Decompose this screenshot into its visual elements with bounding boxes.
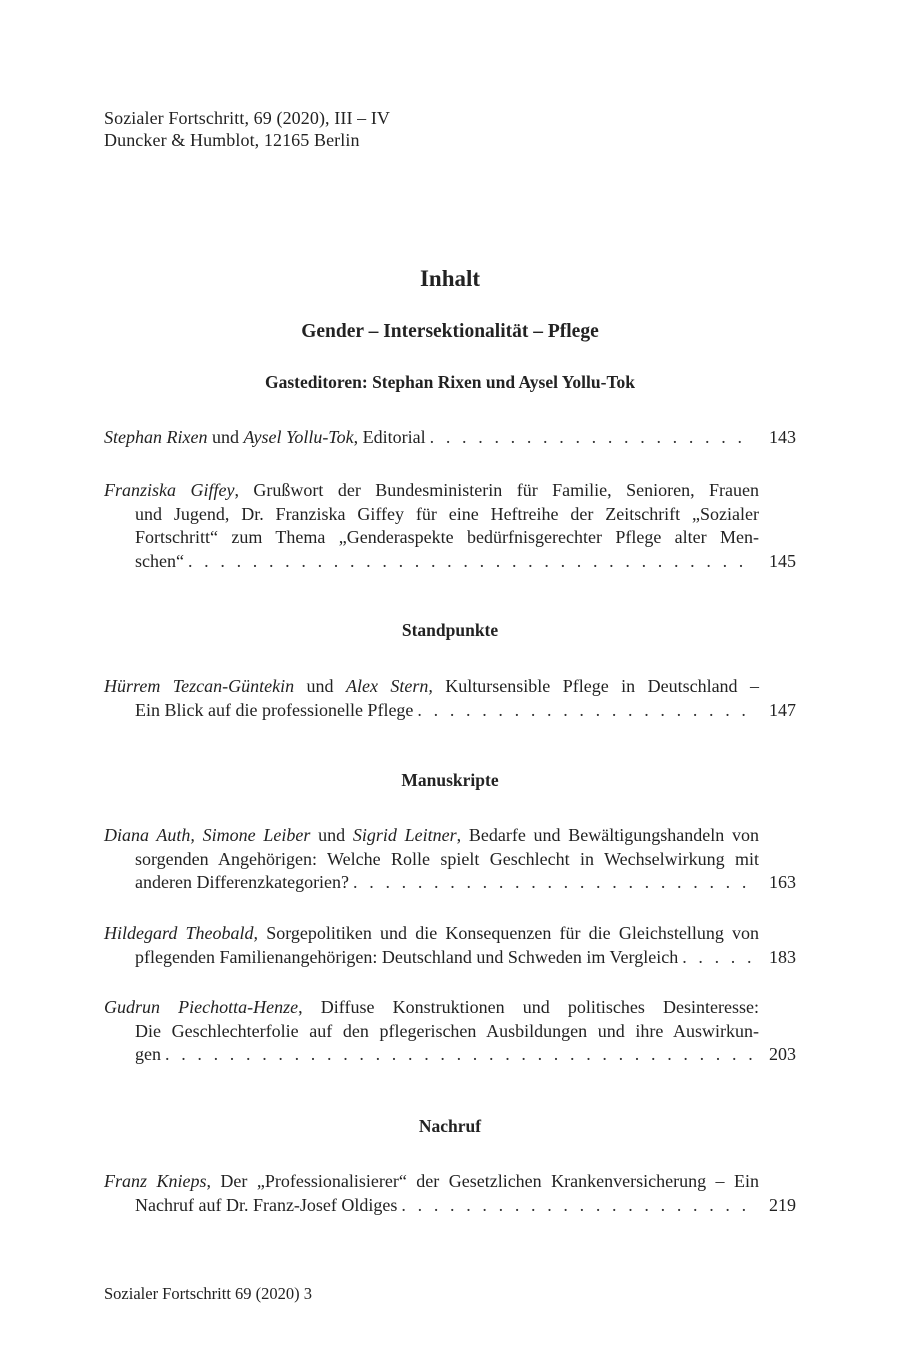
entry-title-line: gen <box>135 1044 161 1065</box>
leader-dots <box>401 1194 752 1218</box>
entry-title-line: Fortschritt“ zum Thema „Genderaspekte bedürfnisgerechter Pflege alter Men- <box>135 527 759 548</box>
author-name: Franz Knieps <box>104 1171 207 1191</box>
toc-entry-knieps[interactable] <box>104 1170 796 1217</box>
leader-dots <box>165 1043 752 1067</box>
entry-title: Kultursensible Pflege in Deutschland – <box>432 676 759 696</box>
entry-title-line: Ein Blick auf die professionelle Pflege <box>135 699 414 720</box>
page-number: 143 <box>769 427 796 447</box>
theme-heading: Gender – Intersektionalität – Pflege <box>301 321 599 342</box>
page-number: 203 <box>769 1044 796 1065</box>
author-name: Gudrun Piechotta-Henze <box>104 997 299 1017</box>
author-name: Sigrid Leitner <box>352 825 457 845</box>
entry-title: , Der „Professionalisierer“ der Gesetzlichen Krankenversicherung – Ein <box>206 1171 759 1191</box>
publisher-line: Duncker & Humblot, 12165 Berlin <box>104 130 360 150</box>
page-number: 163 <box>769 872 796 893</box>
author-name: Franziska Giffey <box>104 480 235 500</box>
author-name: Hildegard Theobald, <box>104 923 259 943</box>
leader-dots <box>430 426 752 450</box>
toc-entry-editorial[interactable] <box>104 426 796 450</box>
section-heading-nachruf: Nachruf <box>418 1116 482 1136</box>
entry-title: , Bedarfe und Bewältigungshandeln von <box>456 825 759 845</box>
page-number: 145 <box>769 550 796 571</box>
author-name: Aysel Yollu-Tok <box>243 427 354 447</box>
toc-entry-theobald[interactable] <box>104 922 796 969</box>
entry-title-line: sorgenden Angehörigen: Welche Rolle spielt Geschlecht in Wechselwirkung mit <box>135 848 759 869</box>
page-number: 183 <box>769 946 796 967</box>
page-number: 147 <box>769 699 796 720</box>
author-name: Hürrem Tezcan-Güntekin <box>104 676 295 696</box>
toc-entry-tezcan[interactable] <box>104 675 796 722</box>
conjunction: und <box>294 676 346 696</box>
conjunction: und <box>207 427 244 447</box>
toc-entry-piechotta[interactable] <box>104 996 796 1067</box>
entry-title: Sorgepolitiken und die Konsequenzen für die Gleichstellung von <box>258 923 760 943</box>
page-title: Inhalt <box>419 266 481 291</box>
entry-title-line: Die Geschlechterfolie auf den pflegerischen Ausbildungen und ihre Auswirkun- <box>135 1020 759 1041</box>
entry-title: , Grußwort der Bundesministerin für Familie, Senioren, Frauen <box>234 480 759 500</box>
entry-title: , Editorial <box>353 427 426 447</box>
author-name: Stephan Rixen <box>104 427 208 447</box>
toc-entry-auth[interactable] <box>104 824 796 895</box>
section-heading-standpunkte: Standpunkte <box>401 620 499 640</box>
leader-dots <box>188 550 752 574</box>
author-name: Diana Auth, Simone Leiber <box>104 825 311 845</box>
page-number: 219 <box>769 1194 796 1215</box>
journal-citation: Sozialer Fortschritt, 69 (2020), III – IV <box>104 108 391 128</box>
entry-title-line: und Jugend, Dr. Franziska Giffey für eine Heftreihe der Zeitschrift „Sozialer <box>135 503 759 524</box>
toc-entry-giffey[interactable] <box>104 479 796 573</box>
section-heading-manuskripte: Manuskripte <box>401 770 499 790</box>
entry-title: , Diffuse Konstruktionen und politisches Desinteresse: <box>298 997 760 1017</box>
guest-editors-heading: Gasteditoren: Stephan Rixen und Aysel Yollu-Tok <box>264 372 635 392</box>
page-footer: Sozialer Fortschritt 69 (2020) 3 <box>104 1284 313 1303</box>
conjunction: und <box>310 825 353 845</box>
entry-title-line: schen“ <box>135 550 184 571</box>
entry-title-line: pflegenden Familienangehörigen: Deutschland und Schweden im Vergleich <box>135 946 679 967</box>
entry-title-line: Nachruf auf Dr. Franz-Josef Oldiges <box>135 1194 398 1215</box>
author-name: Alex Stern, <box>345 676 433 696</box>
leader-dots <box>682 946 752 970</box>
entry-title-line: anderen Differenzkategorien? <box>135 872 350 893</box>
leader-dots <box>417 699 752 723</box>
leader-dots <box>353 871 752 895</box>
